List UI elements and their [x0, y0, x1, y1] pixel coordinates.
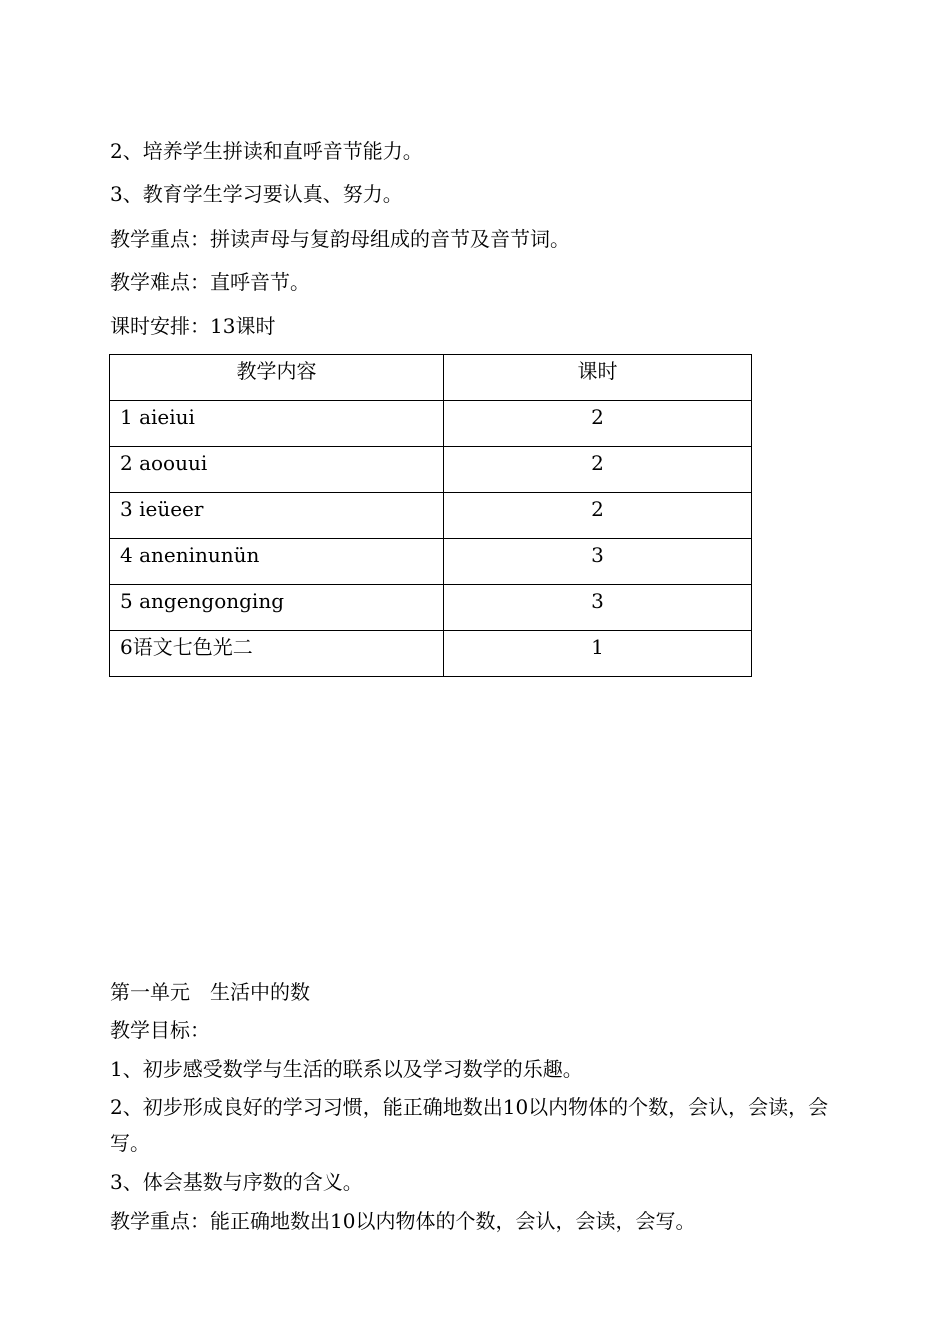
- row-hours: 1: [444, 631, 752, 677]
- objectives-label: 教学目标：: [110, 1018, 210, 1042]
- row-content: 1 aieiui: [110, 401, 444, 447]
- table-header-row: [110, 355, 752, 401]
- table-row: [110, 585, 752, 631]
- row-content: 5 angengonging: [110, 585, 444, 631]
- table-row: [110, 539, 752, 585]
- header-content: 教学内容: [110, 355, 444, 401]
- table-row: [110, 447, 752, 493]
- objective-3: 3、体会基数与序数的含义。: [110, 1170, 363, 1194]
- unit-title: 第一单元 生活中的数: [110, 980, 310, 1004]
- schedule-table: [109, 354, 752, 677]
- row-hours: 3: [444, 539, 752, 585]
- difficulty: 教学难点：直呼音节。: [110, 270, 310, 294]
- goal-2: 2、培养学生拼读和直呼音节能力。: [110, 139, 423, 163]
- objective-1: 1、初步感受数学与生活的联系以及学习数学的乐趣。: [110, 1057, 583, 1081]
- table-row: [110, 401, 752, 447]
- row-content: 2 aoouui: [110, 447, 444, 493]
- row-content: 6语文七色光二: [110, 631, 444, 677]
- row-hours: 2: [444, 401, 752, 447]
- row-content: 4 aneninunün: [110, 539, 444, 585]
- unit-key-point: 教学重点：能正确地数出10以内物体的个数，会认，会读，会写。: [110, 1209, 696, 1233]
- schedule-summary: 课时安排：13课时: [110, 314, 276, 338]
- goal-3: 3、教育学生学习要认真、努力。: [110, 182, 403, 206]
- row-hours: 2: [444, 493, 752, 539]
- objective-2: 2、初步形成良好的学习习惯，能正确地数出10以内物体的个数，会认，会读，会写。: [110, 1095, 829, 1155]
- header-hours: 课时: [444, 355, 752, 401]
- row-content: 3 ieüeer: [110, 493, 444, 539]
- row-hours: 3: [444, 585, 752, 631]
- key-point: 教学重点：拼读声母与复韵母组成的音节及音节词。: [110, 227, 570, 251]
- row-hours: 2: [444, 447, 752, 493]
- table-row: [110, 493, 752, 539]
- table-row: [110, 631, 752, 677]
